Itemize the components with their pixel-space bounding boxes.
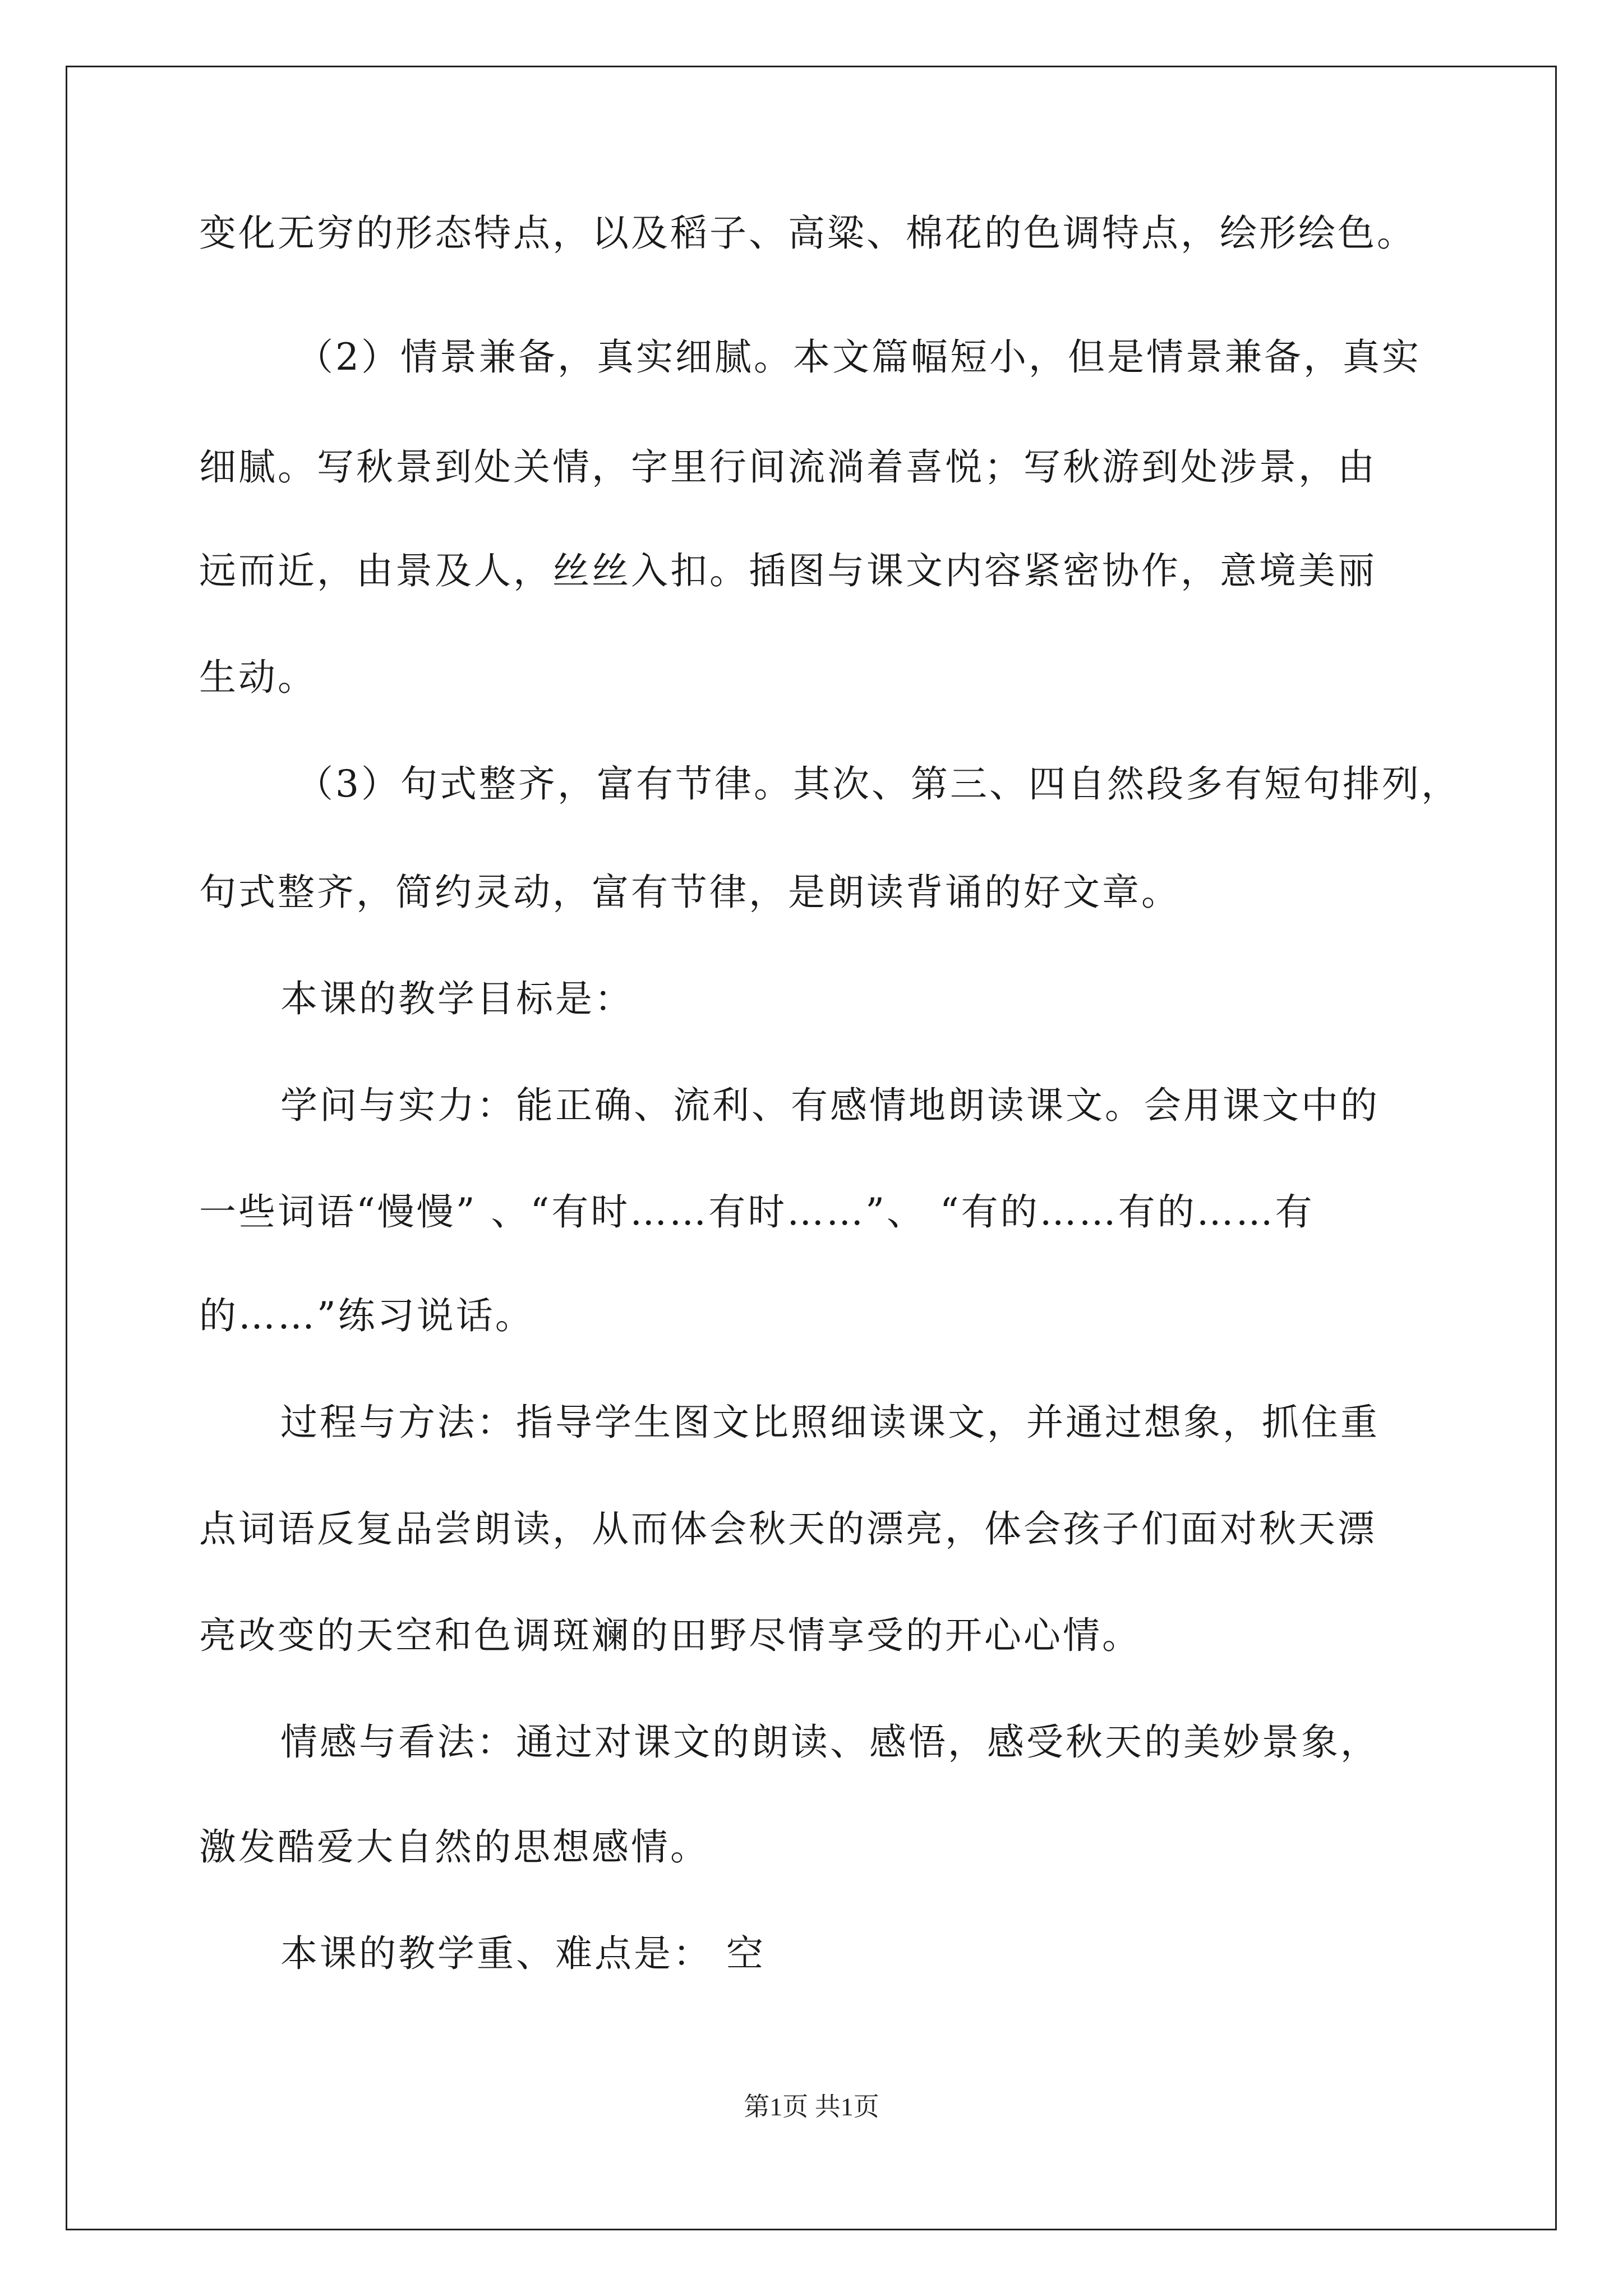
page-border bbox=[66, 66, 1557, 2230]
body-line: 学问与实力：能正确、流利、有感情地朗读课文。会用课文中的 bbox=[280, 1084, 1380, 1127]
body-line: 点词语反复品尝朗读，从而体会秋天的漂亮，体会孩子们面对秋天漂 bbox=[199, 1507, 1377, 1550]
body-line: 亮改变的天空和色调斑斓的田野尽情享受的开心心情。 bbox=[199, 1614, 1141, 1657]
body-line: 远而近，由景及人，丝丝入扣。插图与课文内容紧密协作，意境美丽 bbox=[199, 549, 1377, 592]
body-line: （2）情景兼备，真实细腻。本文篇幅短小，但是情景兼备，真实 bbox=[296, 335, 1421, 379]
body-line: 一些词语“慢慢” 、“有时……有时……”、 “有的……有的……有 bbox=[199, 1190, 1315, 1234]
body-line: 本课的教学目标是： bbox=[280, 977, 634, 1020]
body-line: 本课的教学重、难点是： 空 bbox=[280, 1932, 766, 1975]
body-line: 句式整齐，简约灵动，富有节律，是朗读背诵的好文章。 bbox=[199, 871, 1181, 914]
body-line: 的……”练习说话。 bbox=[199, 1294, 534, 1337]
body-line: 过程与方法：指导学生图文比照细读课文，并通过想象，抓住重 bbox=[280, 1401, 1380, 1444]
body-line: 细腻。写秋景到处关情，字里行间流淌着喜悦；写秋游到处涉景，由 bbox=[199, 445, 1377, 489]
body-line: 激发酷爱大自然的思想感情。 bbox=[199, 1825, 709, 1869]
body-line: 变化无穷的形态特点，以及稻子、高粱、棉花的色调特点，绘形绘色。 bbox=[199, 211, 1416, 255]
body-line: （3）句式整齐，富有节律。其次、第三、四自然段多有短句排列， bbox=[296, 762, 1460, 806]
page-footer: 第1页 共1页 bbox=[744, 2092, 879, 2121]
body-line: 情感与看法：通过对课文的朗读、感悟，感受秋天的美妙景象， bbox=[280, 1720, 1380, 1764]
body-line: 生动。 bbox=[199, 656, 317, 699]
